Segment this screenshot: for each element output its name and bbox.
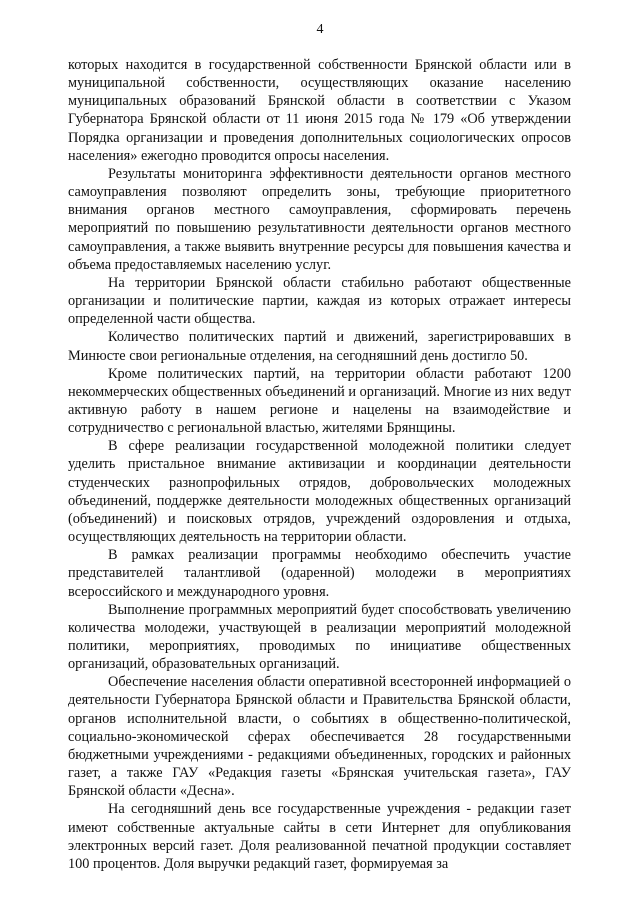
paragraph-monitoring-results: Результаты мониторинга эффективности деятельности органов местного самоуправления позволяют определить зоны, требующие приоритетного внимания органов местного самоуправления, сформировать перечень мероприятий по повышению результативности деятельности органов местного самоуправления, а также выявить внутренние ресурсы для повышения качества и объема предоставляемых населению услуг. [68, 165, 571, 273]
paragraph-public-organizations: На территории Брянской области стабильно работают общественные организации и политические партии, каждая из которых отражает интересы определенной части общества. [68, 274, 571, 328]
page-number: 4 [316, 22, 324, 37]
paragraph-newspaper-websites: На сегодняшний день все государственные учреждения - редакции газет имеют собственные актуальные сайты в сети Интернет для опубликования электронных версий газет. Доля реализованной печатной продукции составляет 100 процентов. Доля выручки редакций газет, формируемая за [68, 801, 571, 872]
paragraph-youth-policy: В сфере реализации государственной молодежной политики следует уделить пристальное внимание активизации и координации деятельности студенческих разнопрофильных отрядов, добровольческих молодежных объединений, поддержке деятельности молодежных общественных организаций (объединений) и поисковых отрядов, учреждений оздоровления и отдыха, осуществляющих деятельность на территории области. [68, 438, 571, 546]
paragraph-program-activities: Выполнение программных мероприятий будет способствовать увеличению количества молодежи, участвующей в реализации мероприятий молодежной политики, мероприятиях, проводимых по инициативе общественных организаций, образовательных организаций. [68, 601, 571, 673]
paragraph-talented-youth: В рамках реализации программы необходимо обеспечить участие представителей талантливой (одаренной) молодежи в мероприятиях всероссийского и международного уровня. [68, 547, 571, 600]
paragraph-continuation: которых находится в государственной собственности Брянской области или в муниципальной собственности, осуществляющих оказание населению муниципальных образований Брянской области в соответствии с Указом Губернатора Брянской области от 11 июня 2015 года № 179 «Об утверждении Порядка организации и проведения дополнительных социологических опросов населения» ежегодно проводится опросы населения. [68, 57, 571, 164]
paragraph-public-information: Обеспечение населения области оперативной всесторонней информацией о деятельности Губернатора Брянской области и Правительства Брянской области, органов исполнительной власти, о событиях в общественно-политической, социально-экономической сферах обеспечивается 28 государственными бюджетными учреждениями - редакциями объединенных, городских и районных газет, а также ГАУ «Редакция газеты «Брянская учительская газета», ГАУ Брянской области «Десна». [68, 674, 571, 800]
paragraph-nonprofit-organizations: Кроме политических партий, на территории области работают 1200 некоммерческих общественных объединений и организаций. Многие из них ведут активную работу в нашем регионе и нацелены на взаимодействие и сотрудничество с региональной властью, жителями Брянщины. [68, 365, 571, 437]
paragraph-political-parties-count: Количество политических партий и движений, зарегистрировавших в Минюсте свои региональные отделения, на сегодняшний день достигло 50. [68, 329, 571, 364]
document-body [68, 56, 571, 873]
